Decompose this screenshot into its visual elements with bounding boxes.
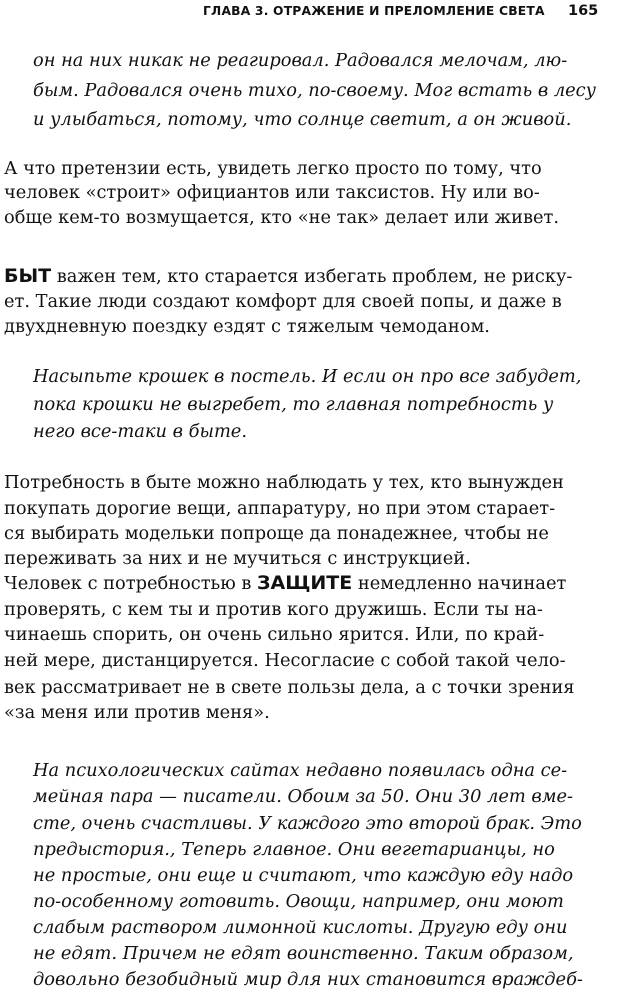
paragraph-line — [4, 265, 572, 288]
paragraph-line: переживать за них и не мучиться с инструкцией. — [4, 548, 471, 569]
quote-line: не простые, они еще и считают, что каждую еду надо — [33, 865, 574, 886]
quote-line: не едят. Причем не едят воинственно. Таким образом, — [33, 943, 574, 964]
quote-line: пока крошки не выгребет, то главная потребность у — [33, 394, 554, 415]
paragraph-line: ет. Такие люди создают комфорт для своей попы, и даже в — [4, 291, 562, 312]
quote-line: сте, очень счастливы. У каждого это второй брак. Это — [33, 813, 582, 834]
paragraph-line: ней мере, дистанцируется. Несогласие с собой такой чело- — [4, 650, 566, 671]
quote-line: Насыпьте крошек в постель. И если он про все забудет, — [33, 366, 582, 387]
quote-line: по-особенному готовить. Овощи, например, они моют — [33, 891, 564, 912]
paragraph-line-start: Человек с потребностью в — [4, 573, 258, 594]
paragraph-line: Потребность в быте можно наблюдать у тех, кто вынужден — [4, 472, 564, 493]
quote-line: предыстория., Теперь главное. Они вегетарианцы, но — [33, 839, 555, 860]
quote-line: довольно безобидный мир для них становится враждеб- — [33, 969, 583, 990]
paragraph-line: век рассматривает не в свете пользы дела, а с точки зрения — [4, 677, 575, 698]
quote-line: мейная пара — писатели. Обоим за 50. Они 30 лет вме- — [33, 786, 574, 807]
quote-line: него все-таки в быте. — [33, 421, 247, 442]
quote-line: и улыбаться, потому, что солнце светит, а он живой. — [33, 109, 572, 130]
paragraph-line: двухдневную поездку ездят с тяжелым чемоданом. — [4, 316, 490, 337]
quote-line: слабым раствором лимонной кислоты. Другую еду они — [33, 917, 568, 938]
paragraph-line: покупать дорогие вещи, аппаратуру, но при этом старает- — [4, 498, 556, 519]
paragraph-line — [4, 572, 566, 595]
quote-line: На психологических сайтах недавно появилась одна се- — [33, 760, 568, 781]
paragraph-line: обще кем-то возмущается, кто «не так» делает или живет. — [4, 207, 560, 228]
page-header — [0, 3, 620, 23]
paragraph-line: человек «строит» официантов или таксистов. Ну или во- — [4, 182, 540, 203]
keyword-byt: БЫТ — [4, 265, 52, 287]
keyword-zashchita: ЗАЩИТЕ — [257, 572, 353, 594]
running-title: ГЛАВА 3. ОТРАЖЕНИЕ И ПРЕЛОМЛЕНИЕ СВЕТА — [203, 4, 545, 18]
quote-line: бым. Радовался очень тихо, по-своему. Мог встать в лесу — [33, 80, 596, 101]
paragraph-line: проверять, с кем ты и против кого дружишь. Если ты на- — [4, 599, 543, 620]
page-number: 165 — [568, 3, 599, 19]
paragraph-line: «за меня или против меня». — [4, 702, 270, 723]
paragraph-line: чинаешь спорить, он очень сильно ярится. Или, по край- — [4, 624, 545, 645]
paragraph-line: А что претензии есть, увидеть легко просто по тому, что — [4, 158, 542, 179]
paragraph-line: ся выбирать модельки попроще да понадежнее, чтобы не — [4, 523, 549, 544]
quote-line: он на них никак не реагировал. Радовался мелочам, лю- — [33, 50, 568, 71]
paragraph-line-end: немедленно начинает — [352, 573, 567, 594]
paragraph-line-rest: важен тем, кто старается избегать проблем, не риску- — [51, 266, 573, 287]
